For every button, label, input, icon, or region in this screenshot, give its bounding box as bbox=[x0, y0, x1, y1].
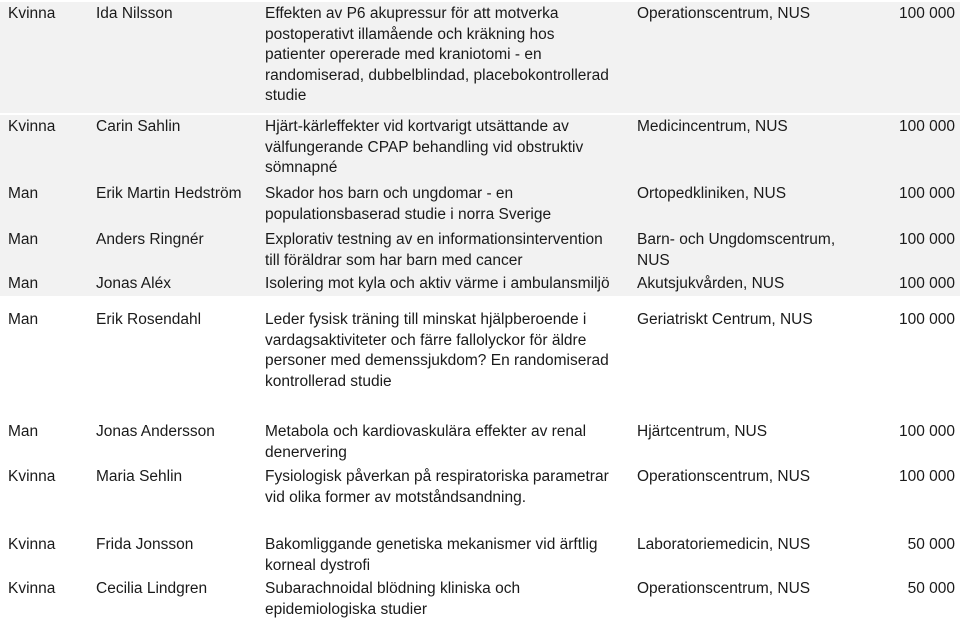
table-row bbox=[0, 2, 960, 113]
project-title-cell: Fysiologisk påverkan på respiratoriska parametrar vid olika former av motståndsandning. bbox=[265, 468, 609, 506]
amount-cell: 100 000 bbox=[898, 231, 955, 248]
amount-cell: 100 000 bbox=[898, 118, 955, 135]
department-cell: Geriatriskt Centrum, NUS bbox=[637, 311, 813, 328]
gender-cell: Kvinna bbox=[8, 5, 56, 22]
gender-cell: Kvinna bbox=[8, 536, 56, 553]
project-title-cell: Hjärt-kärleffekter vid kortvarigt utsättande av välfungerande CPAP behandling vid obstruktiv sömnapné bbox=[265, 118, 584, 176]
amount-cell: 100 000 bbox=[898, 311, 955, 328]
name-cell: Ida Nilsson bbox=[96, 5, 173, 22]
amount-cell: 50 000 bbox=[907, 580, 955, 597]
department-cell: Operationscentrum, NUS bbox=[637, 5, 811, 22]
name-cell: Frida Jonsson bbox=[96, 536, 194, 553]
project-title-cell: Leder fysisk träning till minskat hjälpberoende i vardagsaktiviteter och färre fallolyckor för äldre personer med demenssjukdom? En randomiserad kontrollerad studie bbox=[265, 311, 609, 390]
project-title-cell: Skador hos barn och ungdomar - en populationsbaserad studie i norra Sverige bbox=[265, 185, 552, 223]
department-cell: Hjärtcentrum, NUS bbox=[637, 423, 768, 440]
department-cell: Operationscentrum, NUS bbox=[637, 580, 811, 597]
table-row bbox=[0, 115, 960, 182]
name-cell: Maria Sehlin bbox=[96, 468, 183, 485]
project-title-cell: Isolering mot kyla och aktiv värme i ambulansmiljö bbox=[265, 275, 610, 292]
department-cell: Ortopedkliniken, NUS bbox=[637, 185, 787, 202]
project-title-cell: Explorativ testning av en informationsintervention till föräldrar som har barn med cancer bbox=[265, 231, 603, 269]
table-row bbox=[0, 577, 960, 620]
amount-cell: 50 000 bbox=[907, 536, 955, 553]
gender-cell: Man bbox=[8, 423, 39, 440]
name-cell: Erik Rosendahl bbox=[96, 311, 202, 328]
project-title-cell: Bakomliggande genetiska mekanismer vid ärftlig korneal dystrofi bbox=[265, 536, 598, 574]
name-cell: Cecilia Lindgren bbox=[96, 580, 208, 597]
amount-cell: 100 000 bbox=[898, 423, 955, 440]
department-cell: Barn- och Ungdomscentrum, NUS bbox=[637, 231, 836, 269]
name-cell: Jonas Andersson bbox=[96, 423, 215, 440]
name-cell: Jonas Aléx bbox=[96, 275, 171, 292]
project-title-cell: Effekten av P6 akupressur för att motverka postoperativt illamående och kräkning hos patienter opererade med kraniotomi - en randomiserad, dubbelblindad, placebokontrollerad studie bbox=[265, 5, 609, 104]
department-cell: Akutsjukvården, NUS bbox=[637, 275, 785, 292]
gender-cell: Man bbox=[8, 311, 39, 328]
table-row bbox=[0, 228, 960, 272]
amount-cell: 100 000 bbox=[898, 275, 955, 292]
gender-cell: Man bbox=[8, 275, 39, 292]
gender-cell: Kvinna bbox=[8, 118, 56, 135]
table-row bbox=[0, 420, 960, 466]
table-row bbox=[0, 465, 960, 511]
name-cell: Anders Ringnér bbox=[96, 231, 204, 248]
project-title-cell: Subarachnoidal blödning kliniska och epidemiologiska studier bbox=[265, 580, 521, 618]
name-cell: Carin Sahlin bbox=[96, 118, 181, 135]
amount-cell: 100 000 bbox=[898, 185, 955, 202]
gender-cell: Man bbox=[8, 185, 39, 202]
table-row bbox=[0, 308, 960, 398]
department-cell: Operationscentrum, NUS bbox=[637, 468, 811, 485]
amount-cell: 100 000 bbox=[898, 5, 955, 22]
table-row bbox=[0, 533, 960, 577]
gender-cell: Man bbox=[8, 231, 39, 248]
gender-cell: Kvinna bbox=[8, 468, 56, 485]
table-row bbox=[0, 272, 960, 296]
table-row bbox=[0, 182, 960, 228]
department-cell: Medicincentrum, NUS bbox=[637, 118, 788, 135]
amount-cell: 100 000 bbox=[898, 468, 955, 485]
gender-cell: Kvinna bbox=[8, 580, 56, 597]
department-cell: Laboratoriemedicin, NUS bbox=[637, 536, 811, 553]
project-title-cell: Metabola och kardiovaskulära effekter av renal denervering bbox=[265, 423, 587, 461]
name-cell: Erik Martin Hedström bbox=[96, 185, 242, 202]
